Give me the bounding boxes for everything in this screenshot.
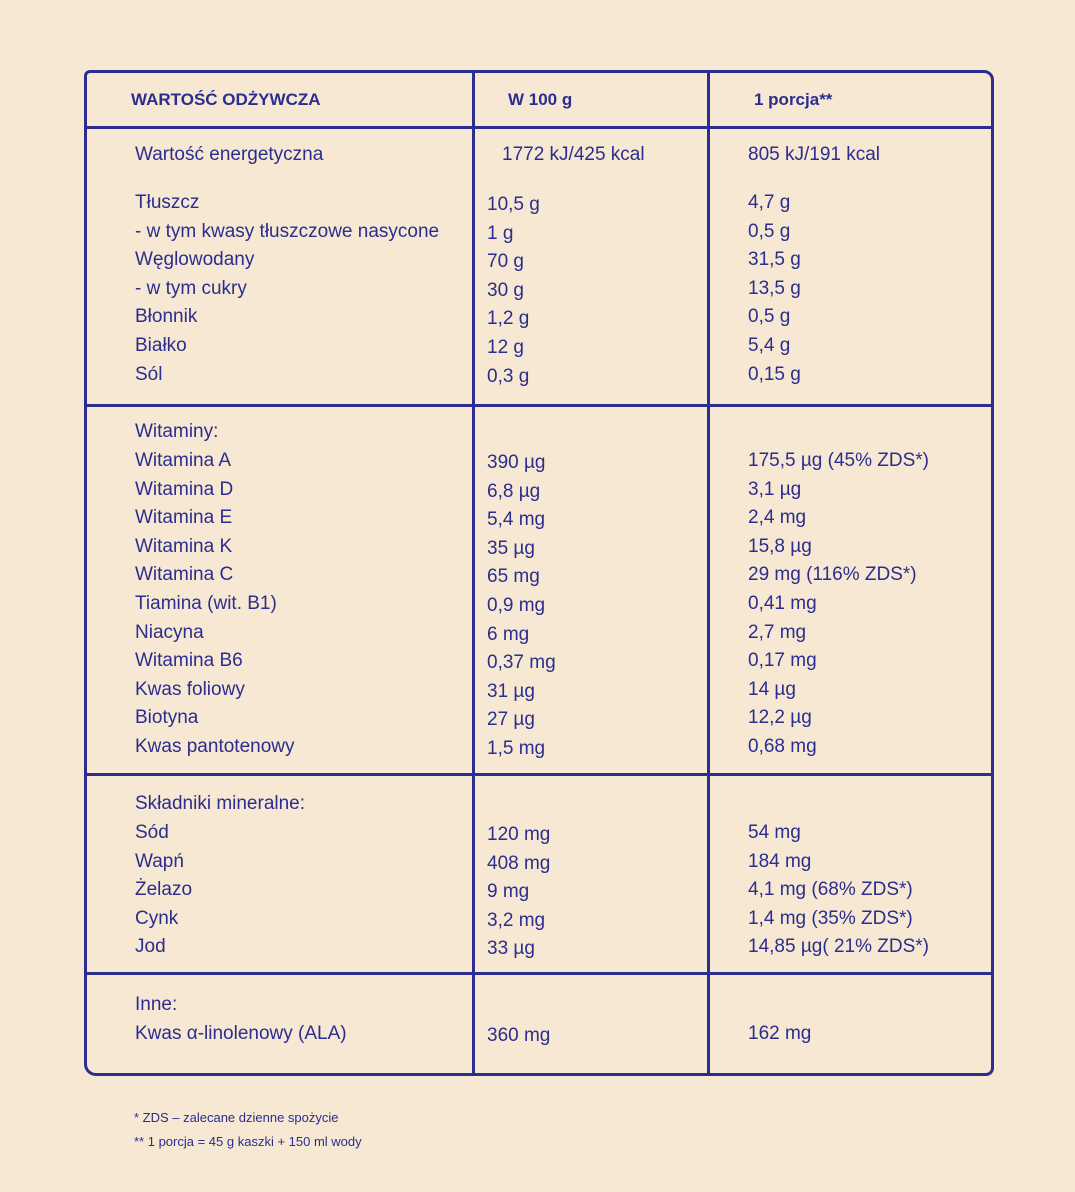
value-portion: 13,5 g (748, 277, 801, 299)
value-per100: 31 µg (487, 680, 535, 702)
nutrient-label: Wartość energetyczna (135, 144, 324, 165)
value-portion: 0,41 mg (748, 593, 817, 614)
value-per100: 12 g (487, 337, 524, 358)
value-per100: 408 mg (487, 852, 551, 874)
value-portion: 175,5 µg (45% ZDS*) (748, 450, 929, 471)
value-portion: 4,7 g (748, 192, 791, 213)
nutrient-label: - w tym kwasy tłuszczowe nasycone (135, 220, 440, 242)
row-divider (84, 972, 994, 975)
value-portion: 3,1 µg (748, 478, 802, 500)
value-portion: 29 mg (116% ZDS*) (748, 564, 917, 586)
value-portion: 12,2 µg (748, 707, 812, 729)
column-divider (707, 70, 710, 1076)
value-portion: 54 mg (748, 822, 801, 843)
value-per100: 10,5 g (487, 194, 540, 215)
value-per100: 1 g (487, 222, 514, 244)
header-per100: W 100 g (508, 90, 573, 109)
value-per100: 6 mg (487, 623, 530, 645)
nutrient-label: Jod (135, 936, 166, 958)
nutrient-label: Sól (135, 363, 163, 385)
column-divider (472, 70, 475, 1076)
nutrient-label: Tiamina (wit. B1) (135, 593, 277, 614)
nutrient-label: Niacyna (135, 621, 204, 643)
footnote-portion: ** 1 porcja = 45 g kaszki + 150 ml wody (134, 1134, 362, 1149)
section-title: Składniki mineralne: (135, 793, 306, 814)
value-portion: 14 µg (748, 678, 796, 700)
value-per100: 5,4 mg (487, 509, 546, 531)
value-portion: 805 kJ/191 kcal (748, 144, 881, 165)
value-per100: 360 mg (487, 1025, 551, 1046)
value-portion: 0,5 g (748, 306, 791, 328)
nutrient-label: Witamina A (135, 450, 232, 471)
row-divider (84, 126, 994, 129)
nutrient-label: Witamina D (135, 478, 234, 500)
value-portion: 2,4 mg (748, 507, 807, 529)
value-per100: 0,9 mg (487, 595, 546, 616)
nutrient-label: Białko (135, 335, 187, 356)
value-portion: 14,85 µg( 21% ZDS*) (748, 936, 929, 958)
row-divider (84, 773, 994, 776)
value-portion: 0,15 g (748, 363, 801, 385)
value-per100: 0,3 g (487, 365, 530, 387)
value-per100: 27 µg (487, 709, 535, 731)
nutrient-label: Kwas foliowy (135, 678, 245, 700)
nutrient-label: Kwas α-linolenowy (ALA) (135, 1023, 347, 1044)
value-portion: 4,1 mg (68% ZDS*) (748, 879, 913, 901)
value-portion: 1,4 mg (35% ZDS*) (748, 907, 913, 929)
value-portion: 0,5 g (748, 220, 791, 242)
nutrient-label: - w tym cukry (135, 277, 247, 299)
nutrient-label: Żelazo (135, 879, 193, 901)
nutrient-label: Kwas pantotenowy (135, 736, 295, 757)
nutrient-label: Sód (135, 822, 169, 843)
nutrient-label: Cynk (135, 907, 179, 929)
value-per100: 33 µg (487, 938, 535, 960)
value-per100: 1,5 mg (487, 738, 546, 759)
value-per100: 30 g (487, 279, 524, 301)
value-per100: 390 µg (487, 452, 546, 473)
section-title: Inne: (135, 994, 178, 1015)
nutrient-label: Wapń (135, 850, 184, 872)
value-per100: 65 mg (487, 566, 540, 588)
footnote-zds: * ZDS – zalecane dzienne spożycie (134, 1110, 339, 1125)
value-per100: 1772 kJ/425 kcal (502, 144, 645, 165)
value-portion: 15,8 µg (748, 535, 812, 557)
row-divider (84, 404, 994, 407)
header-nutrition: WARTOŚĆ ODŻYWCZA (131, 90, 321, 109)
value-per100: 0,37 mg (487, 652, 556, 674)
nutrient-label: Witamina K (135, 535, 233, 557)
section-title: Witaminy: (135, 421, 219, 442)
value-portion: 184 mg (748, 850, 812, 872)
value-portion: 5,4 g (748, 335, 791, 356)
nutrient-label: Węglowodany (135, 249, 255, 271)
header-portion: 1 porcja** (754, 90, 833, 109)
value-portion: 0,17 mg (748, 650, 817, 672)
value-portion: 2,7 mg (748, 621, 807, 643)
value-per100: 120 mg (487, 824, 551, 845)
nutrient-label: Witamina C (135, 564, 234, 586)
value-per100: 9 mg (487, 881, 530, 903)
nutrient-label: Błonnik (135, 306, 198, 328)
value-portion: 162 mg (748, 1023, 812, 1044)
value-per100: 1,2 g (487, 308, 530, 330)
value-per100: 3,2 mg (487, 909, 546, 931)
nutrient-label: Witamina B6 (135, 650, 243, 672)
value-per100: 70 g (487, 251, 524, 273)
value-portion: 0,68 mg (748, 736, 817, 757)
nutrient-label: Biotyna (135, 707, 199, 729)
value-per100: 35 µg (487, 537, 535, 559)
nutrient-label: Witamina E (135, 507, 233, 529)
value-per100: 6,8 µg (487, 480, 541, 502)
nutrient-label: Tłuszcz (135, 192, 200, 213)
value-portion: 31,5 g (748, 249, 801, 271)
